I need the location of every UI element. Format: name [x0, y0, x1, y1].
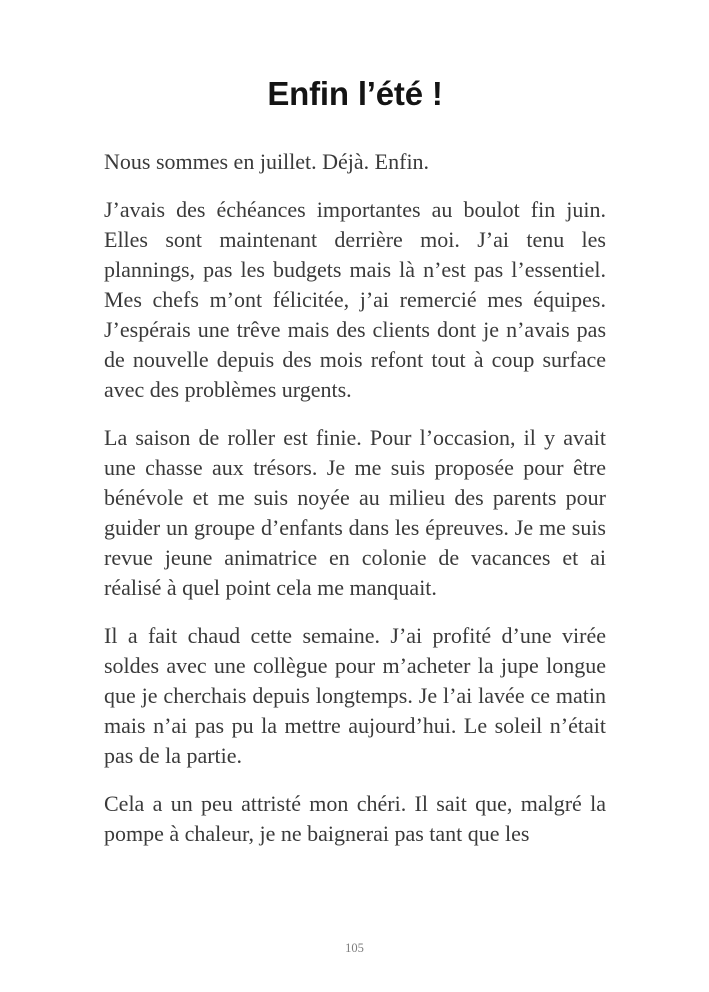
body-text: [104, 147, 606, 849]
body-paragraph: Nous sommes en juillet. Déjà. Enfin.: [104, 148, 430, 174]
body-paragraph: J’avais des échéances importantes au boulot fin juin. Elles sont maintenant derrière moi. J’ai tenu les plannings, pas les budgets mais là n’est pas l’essentiel. Mes chefs m’ont félicitée, j’ai remercié mes équipes. J’espérais une trêve mais des clients dont je n’avais pas de nouvelle depuis des mois refont tout à coup surface avec des problèmes urgents.: [104, 196, 606, 402]
page-title: Enfin l’été !: [267, 75, 443, 112]
page-number: 105: [345, 941, 364, 955]
body-paragraph: La saison de roller est finie. Pour l’occasion, il y avait une chasse aux trésors. Je me suis proposée pour être bénévole et me suis noyée au milieu des parents pour guider un groupe d’enfants dans les épreuves. Je me suis revue jeune animatrice en colonie de vacances et ai réalisé à quel point cela me manquait.: [104, 424, 606, 600]
text-column: [104, 0, 606, 849]
body-paragraph: Cela a un peu attristé mon chéri. Il sait que, malgré la pompe à chaleur, je ne baignerai pas tant que les: [104, 790, 606, 846]
body-paragraph: Il a fait chaud cette semaine. J’ai profité d’une virée soldes avec une collègue pour m’acheter la jupe longue que je cherchais depuis longtemps. Je l’ai lavée ce matin mais n’ai pas pu la mettre aujourd’hui. Le soleil n’était pas de la partie.: [104, 622, 606, 768]
